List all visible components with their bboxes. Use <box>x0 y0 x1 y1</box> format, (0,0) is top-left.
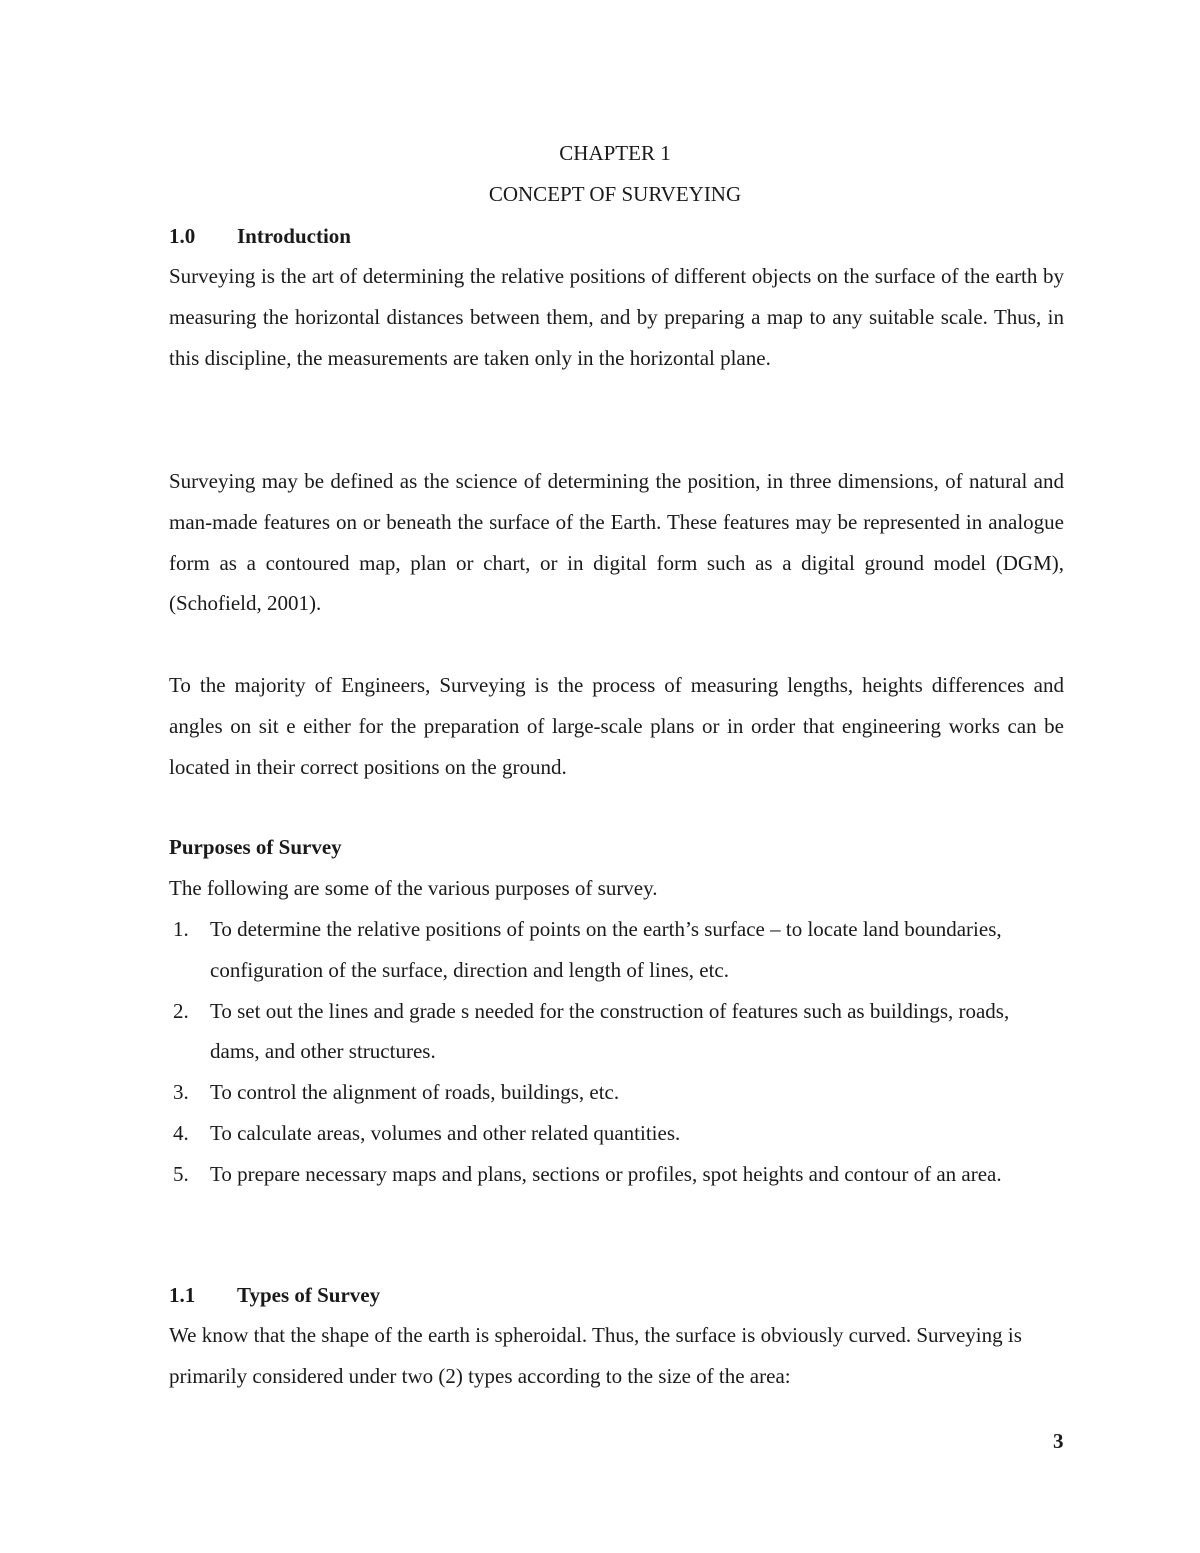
intro-paragraph-2: Surveying may be defined as the science of determining the position, in three dimensions, of natural and man-made features on or beneath the surface of the Earth. These features may be represented in analogue form as a contoured map, plan or chart, or in digital form such as a digital ground model (DGM), (Schofield, 2001). <box>169 469 1064 616</box>
list-marker: 2. <box>173 998 189 1023</box>
list-item-text: To calculate areas, volumes and other related quantities. <box>210 1120 681 1145</box>
list-item <box>169 1113 1064 1154</box>
types-paragraph: We know that the shape of the earth is spheroidal. Thus, the surface is obviously curved. Surveying is primarily considered under two (2) types according to the size of the area: <box>169 1323 1022 1388</box>
section-title: Introduction <box>237 224 351 248</box>
list-item <box>169 991 1064 1073</box>
list-item-text: To determine the relative positions of points on the earth’s surface – to locate land boundaries, configuration of the surface, direction and length of lines, etc. <box>210 917 1002 982</box>
chapter-title: CONCEPT OF SURVEYING <box>488 182 742 206</box>
list-item <box>169 1154 1064 1195</box>
section-number: 1.0 <box>169 224 196 248</box>
list-item-text: To set out the lines and grade s needed for the construction of features such as buildings, roads, dams, and other structures. <box>210 998 1010 1064</box>
list-item <box>169 1072 1064 1113</box>
list-marker: 5. <box>173 1161 189 1186</box>
list-item-text: To control the alignment of roads, buildings, etc. <box>210 1080 620 1105</box>
page-number: 3 <box>1053 1429 1064 1453</box>
purposes-lead: The following are some of the various purposes of survey. <box>169 876 658 900</box>
purposes-list <box>169 909 1064 1195</box>
section-heading-introduction <box>169 221 351 251</box>
intro-paragraph-1: Surveying is the art of determining the relative positions of different objects on the surface of the earth by measuring the horizontal distances between them, and by preparing a map to any suitable scale. Thus, in this discipline, the measurements are taken only in the horizontal plane. <box>169 264 1064 370</box>
purposes-heading: Purposes of Survey <box>169 835 342 859</box>
section-heading-types <box>169 1280 380 1310</box>
intro-paragraph-3: To the majority of Engineers, Surveying is the process of measuring lengths, heights differences and angles on sit e either for the preparation of large-scale plans or in order that engineering works can be located in their correct positions on the ground. <box>169 673 1064 779</box>
section-title: Types of Survey <box>237 1283 381 1307</box>
list-marker: 1. <box>173 917 189 941</box>
list-item-text: To prepare necessary maps and plans, sections or profiles, spot heights and contour of an area. <box>210 1161 1002 1186</box>
list-marker: 4. <box>173 1120 189 1145</box>
section-number: 1.1 <box>169 1283 196 1307</box>
chapter-label: CHAPTER 1 <box>559 141 671 165</box>
list-marker: 3. <box>173 1080 189 1105</box>
list-item <box>169 909 1064 991</box>
